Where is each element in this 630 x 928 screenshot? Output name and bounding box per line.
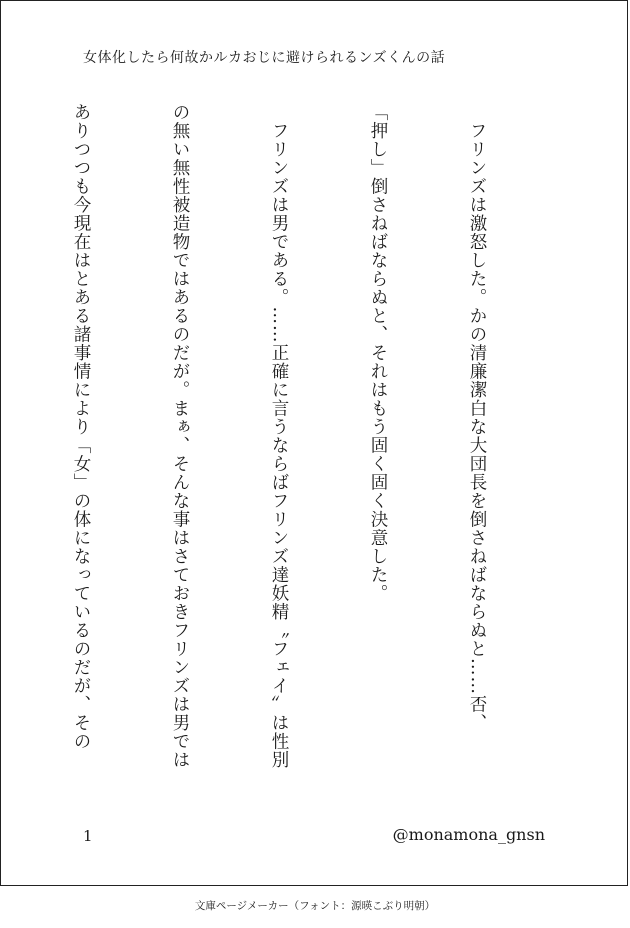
body-text [0, 103, 559, 803]
page-title: 女体化したら何故かルカおじに避けられるンズくんの話 [83, 50, 446, 66]
body-line: の無い無性被造物ではあるのだが。まぁ、そんな事はさておきフリンズは男では [170, 103, 190, 769]
body-line: フリンズは男である。……正確に言うならばフリンズ達妖精〝フェイ〟は性別 [269, 103, 289, 769]
body-line: 「押し」倒さねばならぬと、それはもう固く固く決意した。 [368, 103, 388, 603]
body-line: フリンズは激怒した。かの清廉潔白な大団長を倒さねばならぬと……否、 [467, 103, 487, 732]
footer-credit: 文庫ページメーカー（フォント：源暎こぶり明朝） [194, 900, 436, 912]
body-line: ありつつも今現在はとある諸事情により「女」の体になっているのだが、その [71, 103, 91, 751]
page-number: 1 [83, 827, 93, 845]
author-handle: @monamona_gnsn [392, 825, 545, 844]
